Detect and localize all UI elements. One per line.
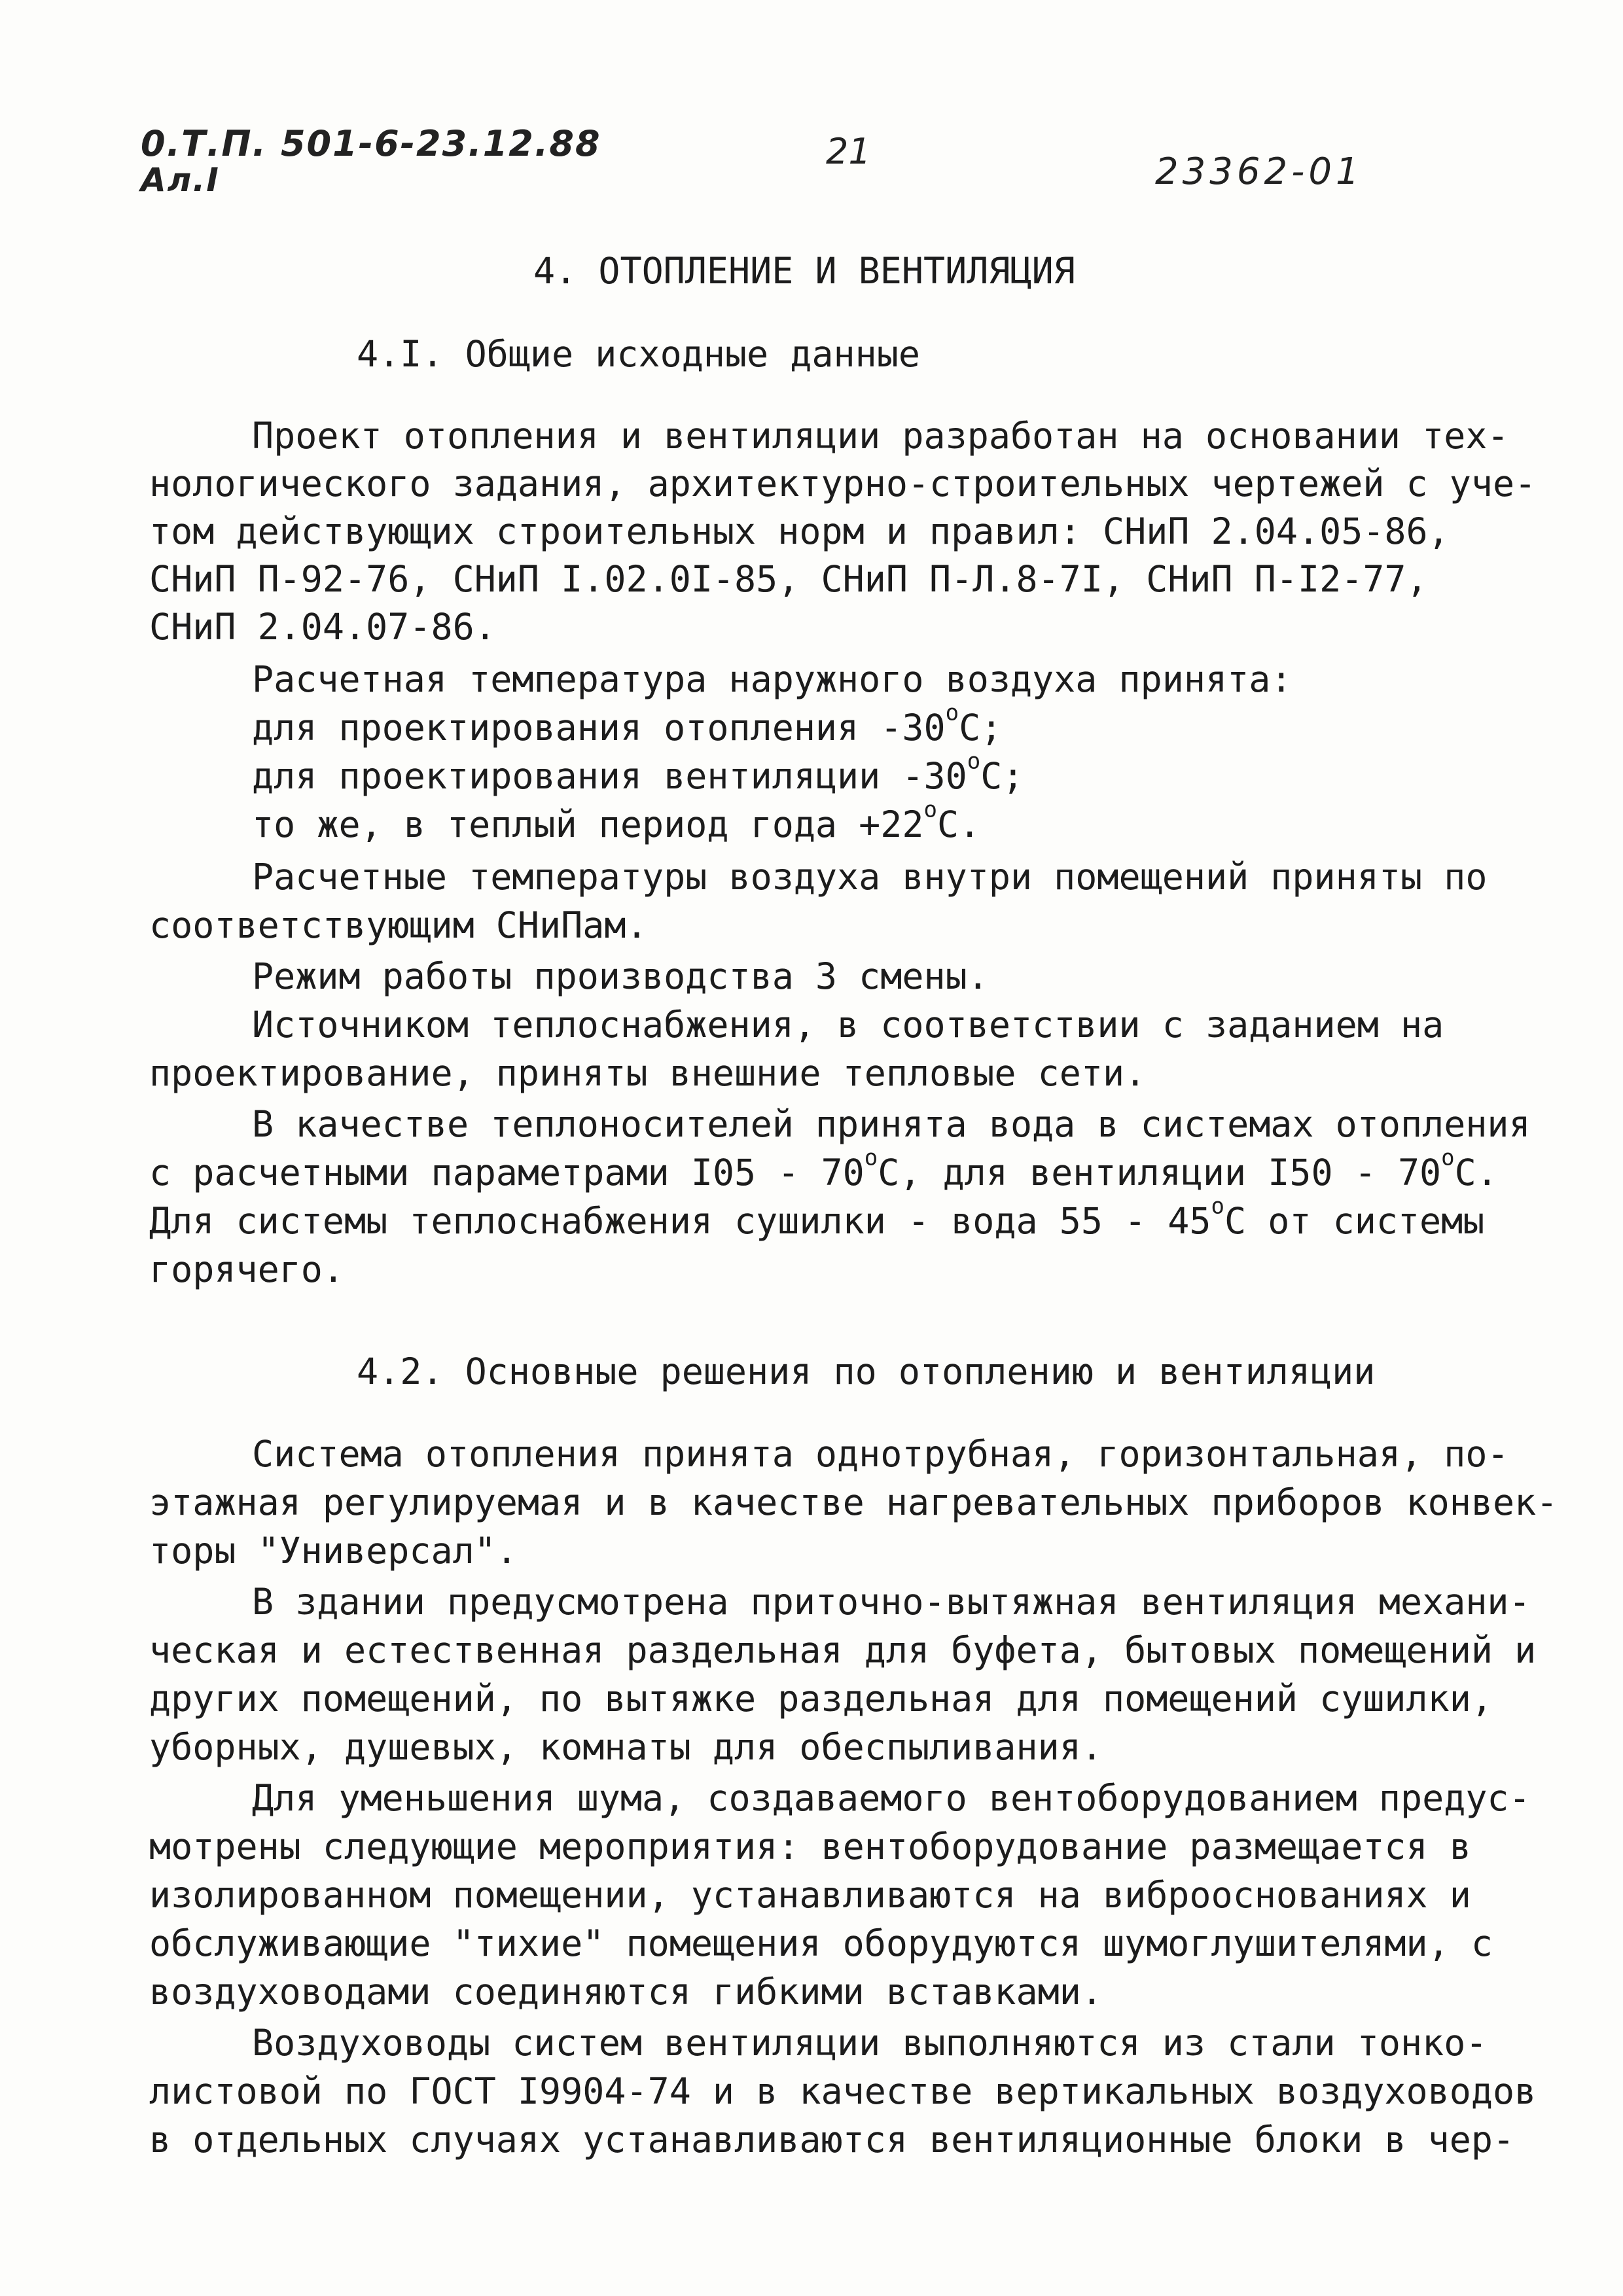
- paragraph-line: проектирование, приняты внешние тепловые сети.: [149, 1052, 1147, 1094]
- subsection-2-title: 4.2. Основные решения по отоплению и вентиляции: [357, 1351, 1376, 1392]
- doc-code-line2: Ал.I: [141, 161, 220, 199]
- paragraph-line: соответствующим СНиПам.: [149, 904, 648, 946]
- paragraph-line: Для уменьшения шума, создаваемого вентоборудованием предус-: [252, 1777, 1531, 1819]
- paragraph-line: других помещений, по вытяжке раздельная для помещений сушилки,: [149, 1678, 1493, 1720]
- degree-mark: o: [1211, 1193, 1225, 1220]
- degree-mark: o: [967, 748, 981, 775]
- paragraph-line: торы "Универсал".: [149, 1530, 518, 1572]
- degree-mark: o: [945, 699, 959, 726]
- paragraph-line: Расчетная температура наружного воздуха принята:: [252, 658, 1293, 700]
- paragraph-line: то же, в теплый период года $+22^oC$.: [252, 796, 981, 845]
- paragraph-line: Система отопления принята однотрубная, горизонтальная, по-: [252, 1433, 1509, 1475]
- paragraph-line: Проект отопления и вентиляции разработан на основании тех-: [252, 415, 1509, 457]
- degree-mark: o: [864, 1144, 878, 1171]
- paragraph-line: в отдельных случаях устанавливаются вентиляционные блоки в чер-: [149, 2119, 1515, 2161]
- paragraph-line: для проектирования отопления -30$^o$C;: [252, 699, 1003, 749]
- paragraph-line: нологического задания, архитектурно-строительных чертежей с уче-: [149, 463, 1537, 504]
- degree-mark: o: [1441, 1144, 1455, 1171]
- doc-code-line1: 0.Т.П. 501-6-23.12.88: [141, 123, 601, 164]
- paragraph-line: уборных, душевых, комнаты для обеспыливания.: [149, 1726, 1103, 1768]
- paragraph-line: мотрены следующие мероприятия: вентоборудование размещается в: [149, 1826, 1471, 1867]
- paragraph-line: Режим работы производства 3 смены.: [252, 955, 989, 997]
- paragraph-line: том действующих строительных норм и правил: СНиП 2.04.05-86,: [149, 510, 1450, 552]
- paragraph-line: горячего.: [149, 1248, 345, 1290]
- paragraph-line: В здании предусмотрена приточно-вытяжная вентиляция механи-: [252, 1581, 1531, 1623]
- paragraph-line: Воздуховоды систем вентиляции выполняются из стали тонко-: [252, 2022, 1488, 2064]
- paragraph-line: этажная регулируемая и в качестве нагревательных приборов конвек-: [149, 1481, 1558, 1523]
- paragraph-line: СНиП П-92-76, СНиП I.02.0I-85, СНиП П-Л.8-7I, СНиП П-I2-77,: [149, 558, 1428, 600]
- paragraph-line: для проектирования вентиляции -30$^o$C;: [252, 748, 1024, 797]
- project-number: 23362-01: [1155, 150, 1363, 193]
- paragraph-line: изолированном помещении, устанавливаются на виброоснованиях и: [149, 1874, 1471, 1916]
- section-title: 4. ОТОПЛЕНИЕ И ВЕНТИЛЯЦИЯ: [533, 250, 1075, 292]
- subsection-1-title: 4.I. Общие исходные данные: [357, 333, 920, 375]
- page-number: 21: [826, 131, 871, 172]
- paragraph-line: ческая и естественная раздельная для буфета, бытовых помещений и: [149, 1629, 1537, 1671]
- paragraph-line: обслуживающие "тихие" помещения оборудуются шумоглушителями, с: [149, 1922, 1493, 1964]
- paragraph-line: листовой по ГОСТ I9904-74 и в качестве вертикальных воздуховодов: [149, 2070, 1537, 2112]
- paragraph-line: Для системы теплоснабжения сушилки - вода 55 - 45$^o$C от системы: [149, 1193, 1485, 1242]
- paragraph-line: Источником теплоснабжения, в соответствии с заданием на: [252, 1004, 1444, 1046]
- paragraph-line: СНиП 2.04.07-86.: [149, 606, 496, 648]
- degree-mark: o: [923, 796, 937, 823]
- paragraph-line: Расчетные температуры воздуха внутри помещений приняты по: [252, 856, 1488, 898]
- paragraph-line: В качестве теплоносителей принята вода в системах отопления: [252, 1103, 1531, 1145]
- paragraph-line: с расчетными параметрами I05 - 70$^o$C, для вентиляции I50 - 70$^o$C.: [149, 1144, 1498, 1193]
- paragraph-line: воздуховодами соединяются гибкими вставками.: [149, 1971, 1103, 2013]
